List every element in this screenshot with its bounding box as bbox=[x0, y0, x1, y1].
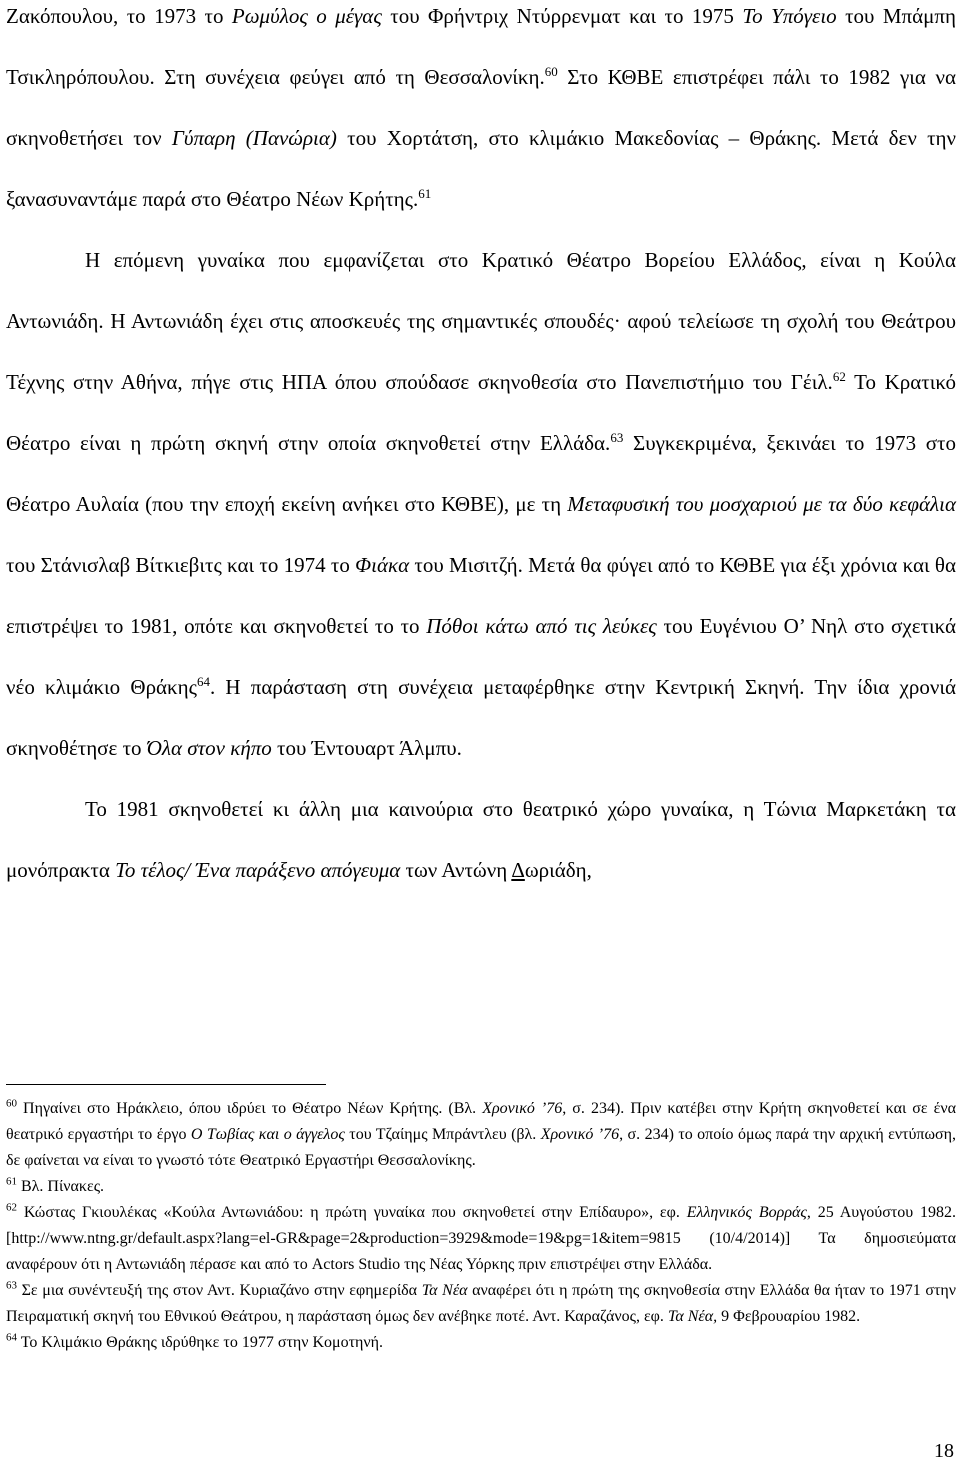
italic-title: Ελληνικός Βορράς bbox=[686, 1204, 807, 1221]
footnote-number: 64 bbox=[6, 1331, 17, 1344]
text-run: Το 1981 σκηνοθετεί κι άλλη μια καινούρια στο θεατρικό χώρο γυναίκα, η Τώνια Μαρκετάκη τα μονόπρακτα bbox=[6, 797, 956, 882]
paragraph-1 bbox=[6, 0, 956, 230]
footnote-ref-61: 61 bbox=[418, 186, 432, 201]
italic-title: Γύπαρη (Πανώρια) bbox=[171, 126, 337, 150]
paragraph-2 bbox=[6, 230, 956, 779]
footnote-ref-62: 62 bbox=[832, 369, 846, 384]
footnotes bbox=[6, 1096, 956, 1356]
italic-title: Μεταφυσική του μοσχαριού με τα δύο κεφάλια bbox=[567, 492, 956, 516]
footnote-62 bbox=[6, 1200, 956, 1278]
italic-title: Φιάκα bbox=[355, 553, 410, 577]
text-run: του Μισιτζή. Μετά θα φύγει από το ΚΘΒΕ για έξι χρόνια και θα επιστρέψει το 1981, οπότε και σκηνοθετεί το το bbox=[6, 553, 956, 638]
text-run: του Μπάμπη Τσικληρόπουλου. Στη συνέχεια φεύγει από τη Θεσσαλονίκη. bbox=[6, 4, 956, 89]
text-run: των Αντώνη bbox=[400, 858, 512, 882]
text-run: Ζακόπουλου, το 1973 το bbox=[6, 4, 232, 28]
footnote-number: 61 bbox=[6, 1175, 17, 1188]
footnote-64 bbox=[6, 1330, 956, 1356]
footnote-ref-60: 60 bbox=[544, 64, 558, 79]
italic-title: Όλα στον κήπο bbox=[146, 736, 272, 760]
text-run: , σ. 234) το οποίο όμως παρά την αρχική εντύπωση, δε φαίνεται να είναι το γνωστό τότε Θεατρικό Εργαστήρι Θεσσαλονίκης. bbox=[6, 1126, 957, 1169]
text-run: του Ευγένιου Ο’ Νηλ στο σχετικά νέο κλιμάκιο Θράκης bbox=[6, 614, 957, 699]
footnote-number: 62 bbox=[6, 1201, 17, 1214]
main-text bbox=[6, 0, 956, 901]
footnote-60 bbox=[6, 1096, 956, 1174]
footnote-separator bbox=[6, 1084, 326, 1085]
underlined-letter: Δ bbox=[511, 858, 525, 882]
text-run: του Φρήντριχ Ντύρρενματ και το 1975 bbox=[381, 4, 743, 28]
footnote-61 bbox=[6, 1174, 956, 1200]
text-run: Η επόμενη γυναίκα που εμφανίζεται στο Κρατικό Θέατρο Βορείου Ελλάδος, είναι η Κούλα Αντωνιάδη. Η Αντωνιάδη έχει στις αποσκευές της σημαντικές σπουδές· αφού τελείωσε τη σχολή του Θεάτρου Τέχνης στην Αθήνα, πήγε στις ΗΠΑ όπου σπούδασε σκηνοθεσία στο Πανεπιστήμιο του Γέιλ. bbox=[6, 248, 956, 394]
italic-title: Χρονικό ’76 bbox=[540, 1126, 620, 1143]
text-run: ωριάδη, bbox=[524, 858, 592, 882]
footnote-number: 63 bbox=[6, 1279, 17, 1292]
italic-title: Ρωμύλος ο μέγας bbox=[231, 4, 382, 28]
footnote-63 bbox=[6, 1278, 956, 1330]
italic-title: Χρονικό ’76 bbox=[482, 1100, 563, 1117]
text-run: Πηγαίνει στο Ηράκλειο, όπου ιδρύει το Θέατρο Νέων Κρήτης. (Βλ. bbox=[17, 1100, 483, 1117]
footnote-ref-63: 63 bbox=[610, 430, 624, 445]
footnote-number: 60 bbox=[6, 1097, 17, 1110]
paragraph-3 bbox=[6, 779, 956, 901]
text-run: Το Κρατικό Θέατρο είναι η πρώτη σκηνή στην οποία σκηνοθετεί στην Ελλάδα. bbox=[6, 370, 956, 455]
text-run: , 25 Αυγούστου 1982. [http://www.ntng.gr/default.aspx?lang=el-GR&page=2&production=3929&mode=19&pg=1&item=9815 (10/4/2014)] Τα δημοσιεύματα αναφέρουν ότι η Αντωνιάδη πέρασε και από το Actors Studio της Νέας Υόρκης πριν επιστρέψει στην Ελλάδα. bbox=[6, 1204, 957, 1273]
footnote-ref-64: 64 bbox=[196, 674, 210, 689]
text-run: του Χορτάτση, στο κλιμάκιο Μακεδονίας – Θράκης. Μετά δεν την ξανασυναντάμε παρά στο Θέατρο Νέων Κρήτης. bbox=[6, 126, 956, 211]
text-run: 9 Φεβρουαρίου 1982. bbox=[717, 1308, 861, 1325]
italic-title: Τα Νέα, bbox=[667, 1308, 718, 1325]
text-run: , σ. 234). Πριν κατέβει στην Κρήτη σκηνοθετεί και σε ένα θεατρικό εργαστήρι το έργο bbox=[6, 1100, 956, 1143]
text-run: Σε μια συνέντευξή της στον Αντ. Κυριαζάνο στην εφημερίδα bbox=[17, 1282, 422, 1299]
page-number: 18 bbox=[934, 1440, 954, 1462]
italic-title: Τα Νέα bbox=[421, 1282, 468, 1299]
text-run: Το Κλιμάκιο Θράκης ιδρύθηκε το 1977 στην Κομοτηνή. bbox=[17, 1334, 383, 1351]
text-run: του Τζαίημς Μπράντλευ (βλ. bbox=[344, 1126, 541, 1143]
text-run: του Στάνισλαβ Βίτκιεβιτς και το 1974 το bbox=[6, 553, 356, 577]
text-run: Στο ΚΘΒΕ επιστρέφει πάλι το 1982 για να σκηνοθετήσει τον bbox=[6, 65, 956, 150]
text-run: του Έντουαρτ Άλμπυ. bbox=[271, 736, 462, 760]
text-run: αναφέρει ότι η πρώτη της σκηνοθεσία στην Ελλάδα θα ήταν το 1971 στην Πειραματική σκηνή του Εθνικού Θεάτρου, η παράσταση όμως δεν ανέβηκε ποτέ. Αντ. Καραζάνος, εφ. bbox=[6, 1282, 957, 1325]
text-run: Κώστας Γκιουλέκας «Κούλα Αντωνιάδου: η πρώτη γυναίκα που σκηνοθετεί στην Επίδαυρο», εφ. bbox=[17, 1204, 687, 1221]
italic-title: Το Υπόγειο bbox=[742, 4, 837, 28]
italic-title: Ο Τωβίας και ο άγγελος bbox=[190, 1126, 345, 1143]
text-run: . Η παράσταση στη συνέχεια μεταφέρθηκε στην Κεντρική Σκηνή. Την ίδια χρονιά σκηνοθέτησε το bbox=[6, 675, 956, 760]
text-run: Βλ. Πίνακες. bbox=[17, 1178, 105, 1195]
text-run: Συγκεκριμένα, ξεκινάει το 1973 στο Θέατρο Αυλαία (που την εποχή εκείνη ανήκει στο ΚΘΒΕ), με τη bbox=[6, 431, 956, 516]
italic-title: Το τέλος/ Ένα παράξενο απόγευμα bbox=[115, 858, 401, 882]
italic-title: Πόθοι κάτω από τις λεύκες bbox=[426, 614, 657, 638]
